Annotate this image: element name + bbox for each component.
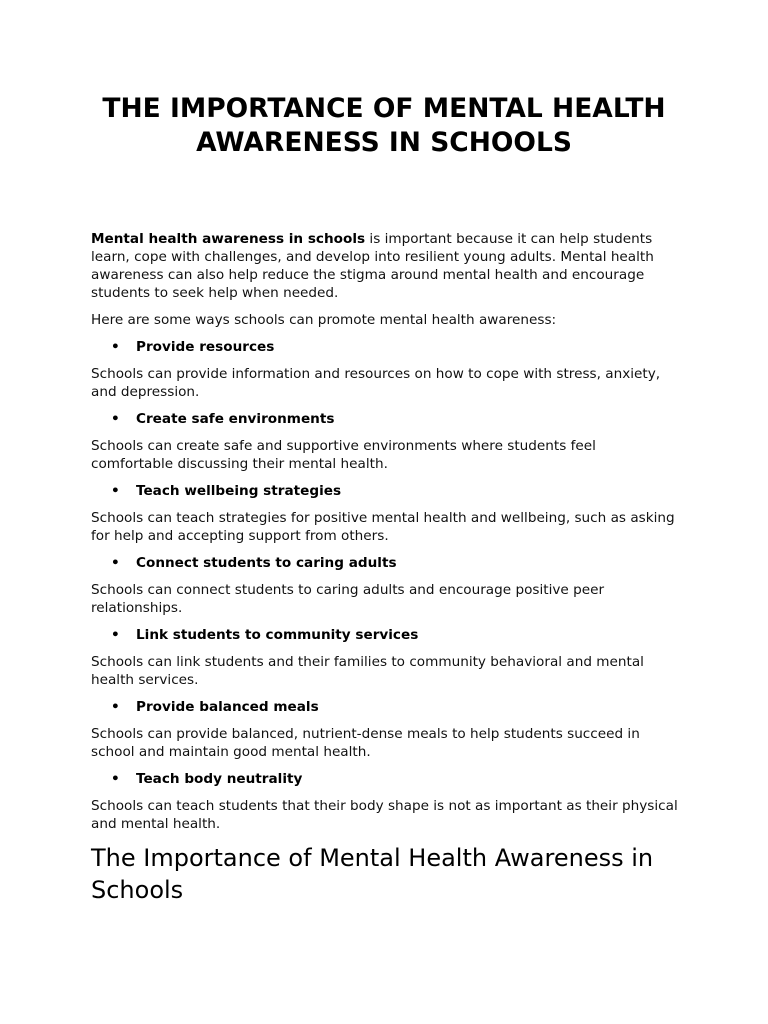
bullet-dot-icon: •	[111, 483, 120, 499]
bullet-dot-icon: •	[111, 339, 120, 355]
bullet-dot-icon: •	[111, 771, 120, 787]
bullet-list	[91, 338, 681, 356]
bullet-description: Schools can link students and their families to community behavioral and mental health services.	[91, 654, 644, 688]
bullet-list	[91, 482, 681, 500]
ways-list	[91, 338, 681, 833]
bullet-list	[91, 626, 681, 644]
bullet-heading	[91, 698, 681, 716]
bullet-heading	[91, 554, 681, 572]
intro-bold-lead: Mental health awareness in schools	[91, 231, 366, 247]
bullet-description: Schools can provide information and resources on how to cope with stress, anxiety, and depression.	[91, 366, 661, 400]
bullet-dot-icon: •	[111, 627, 120, 643]
bullet-description: Schools can connect students to caring adults and encourage positive peer relationships.	[91, 582, 605, 616]
document-body	[91, 230, 681, 906]
bullet-description: Schools can teach students that their body shape is not as important as their physical and mental health.	[91, 798, 678, 832]
bullet-heading	[91, 626, 681, 644]
bullet-list	[91, 770, 681, 788]
bullet-list	[91, 410, 681, 428]
lead-in-paragraph: Here are some ways schools can promote mental health awareness:	[91, 312, 557, 328]
bullet-heading-text: Provide balanced meals	[136, 699, 319, 715]
bullet-heading	[91, 770, 681, 788]
bullet-description: Schools can provide balanced, nutrient-dense meals to help students succeed in school and maintain good mental health.	[91, 726, 640, 760]
bullet-description: Schools can create safe and supportive environments where students feel comfortable discussing their mental health.	[91, 438, 596, 472]
bullet-description: Schools can teach strategies for positive mental health and wellbeing, such as asking for help and accepting support from others.	[91, 510, 675, 544]
bullet-heading-text: Teach body neutrality	[136, 771, 303, 787]
bullet-list	[91, 698, 681, 716]
intro-paragraph	[91, 230, 681, 302]
bullet-dot-icon: •	[111, 555, 120, 571]
bullet-dot-icon: •	[111, 411, 120, 427]
intro-text: is important because it can help students learn, cope with challenges, and develop into resilient young adults. Mental health awareness can also help reduce the stigma around mental health and encourage students to seek help when needed.	[91, 231, 654, 301]
bullet-heading-text: Provide resources	[136, 339, 275, 355]
bullet-dot-icon: •	[111, 699, 120, 715]
bullet-heading-text: Create safe environments	[136, 411, 335, 427]
bullet-heading-text: Connect students to caring adults	[136, 555, 397, 571]
section-heading: The Importance of Mental Health Awareness in Schools	[91, 844, 654, 904]
bullet-heading-text: Link students to community services	[136, 627, 419, 643]
bullet-heading-text: Teach wellbeing strategies	[136, 483, 342, 499]
bullet-heading	[91, 410, 681, 428]
document-title: THE IMPORTANCE OF MENTAL HEALTH AWARENESS IN SCHOOLS	[102, 93, 666, 158]
bullet-heading	[91, 482, 681, 500]
bullet-heading	[91, 338, 681, 356]
bullet-list	[91, 554, 681, 572]
